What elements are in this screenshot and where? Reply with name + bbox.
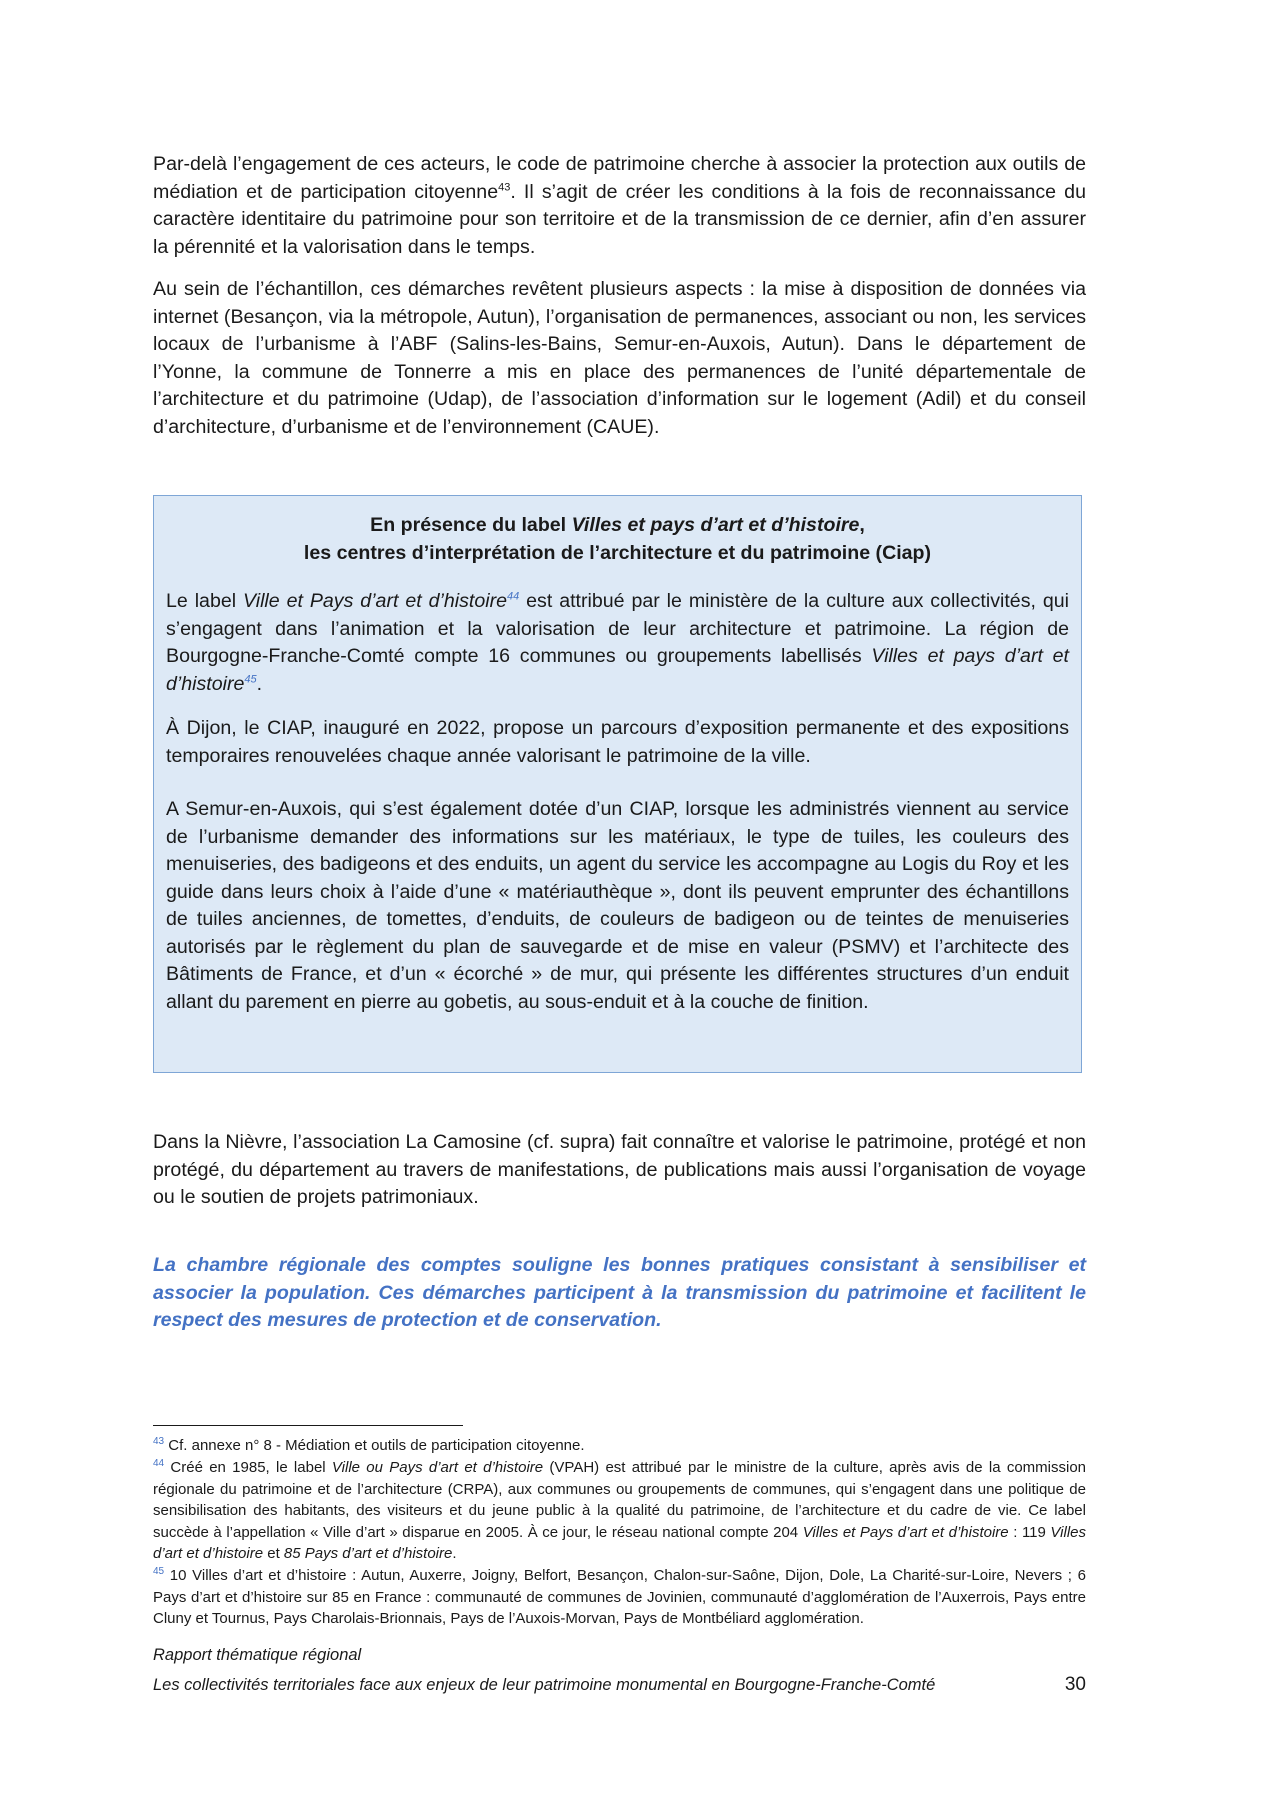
box-title: En présence du label Villes et pays d’art et d’histoire, les centres d’interprétation de l’architecture et du patrimoine (Ciap) (303, 514, 932, 564)
paragraph-sample: Au sein de l’échantillon, ces démarches revêtent plusieurs aspects : la mise à disposition de données via internet (Besançon, via la métropole, Autun), l’organisation de permanences, associant ou non, les services locaux de l’urbanisme à l’ABF (Salins-les-Bains, Semur-en-Auxois, Autun). Dans le département de l’Yonne, la commune de Tonnerre a mis en place des permanences de l’unité départementale de l’architecture et du patrimoine (Udap), de l’association d’information sur le logement (Adil) et du conseil d’architecture, d’urbanisme et de l’environnement (CAUE). (153, 278, 1086, 438)
box-paragraph-dijon: À Dijon, le CIAP, inauguré en 2022, propose un parcours d’exposition permanente et des expositions temporaires renouvelées chaque année valorisant le patrimoine de la ville. (166, 717, 1069, 767)
footnote-ref-45[interactable]: 45 (244, 672, 257, 685)
box-paragraph-semur: A Semur-en-Auxois, qui s’est également dotée d’un CIAP, lorsque les administrés viennent au service de l’urbanisme demander des informations sur les matériaux, le type de tuiles, les couleurs des menuiseries, des badigeons et des enduits, un agent du service les accompagne au Logis du Roy et les guide dans leurs choix à l’aide d’une « matériauthèque », dont ils peuvent emprunter des échantillons de tuiles anciennes, de tomettes, d’enduits, de couleurs de badigeon ou de teintes de menuiseries autorisés par le règlement du plan de sauvegarde et de mise en valeur (PSMV) et l’architecte des Bâtiments de France, et d’un « écorché » de mur, qui présente les différentes structures d’un enduit allant du parement en pierre au gobetis, au sous-enduit et à la couche de finition. (166, 798, 1069, 1013)
box-paragraph-label: Le label Ville et Pays d’art et d’histoire$^{44}$ est attribué par le ministère de la culture aux collectivités, qui s’engagent dans l’animation et la valorisation de leur architecture et patrimoine. La région de Bourgogne-Franche-Comté compte 16 communes ou groupements labellisés Villes et pays d’art et d’histoire$^{45}$. (166, 590, 1069, 695)
footer-report-title: Les collectivités territoriales face aux enjeux de leur patrimoine monumental en Bourgogne-Franche-Comté (153, 1676, 936, 1694)
footnote-45: $^{45}$ 10 Villes d’art et d’histoire : Autun, Auxerre, Joigny, Belfort, Besançon, Chalon-sur-Saône, Dijon, Dole, La Charité-sur-Loire, Nevers ; 6 Pays d’art et d’histoire sur 85 en France : communauté de communes de Jovinien, communauté d’agglomération de l’Auxerrois, Pays entre Cluny et Tournus, Pays Charolais-Brionnais, Pays de l’Auxois-Morvan, Pays de Montbéliard agglomération. (153, 1566, 1086, 1627)
footer-report-type: Rapport thématique régional (153, 1646, 362, 1664)
paragraph-intro: Par-delà l’engagement de ces acteurs, le code de patrimoine cherche à associer la protection aux outils de médiation et de participation citoyenne$^{43}$. Il s’agit de créer les conditions à la fois de reconnaissance du caractère identitaire du patrimoine pour son territoire et de la transmission de ce dernier, afin d’en assurer la pérennité et la valorisation dans le temps. (153, 153, 1086, 258)
document-page (153, 0, 1086, 1800)
footnote-ref-44[interactable]: 44 (507, 590, 520, 603)
footnote-separator (153, 1425, 463, 1426)
footnote-44: $^{44}$ Créé en 1985, le label Ville ou Pays d’art et d’histoire (VPAH) est attribué par le ministre de la culture, après avis de la commission régionale du patrimoine et de l’architecture (CRPA), aux communes ou groupements de communes, qui s’engagent dans une politique de sensibilisation des habitants, des visiteurs et du jeune public à la qualité du patrimoine, de l’architecture et du cadre de vie. Ce label succède à l’appellation « Ville d’art » disparue en 2005. À ce jour, le réseau national compte 204 Villes et Pays d’art et d’histoire : 119 Villes d’art et d’histoire et 85 Pays d’art et d’histoire. (153, 1458, 1086, 1562)
highlight-box (153, 495, 1082, 1073)
footnote-ref-43[interactable]: 43 (498, 180, 511, 193)
paragraph-nievre: Dans la Nièvre, l’association La Camosine (cf. supra) fait connaître et valorise le patrimoine, protégé et non protégé, du département au travers de manifestations, de publications mais aussi l’organisation de voyage ou le soutien de projets patrimoniaux. (153, 1131, 1086, 1208)
footnote-43: $^{43}$ Cf. annexe n° 8 - Médiation et outils de participation citoyenne. (153, 1436, 585, 1454)
conclusion-paragraph: La chambre régionale des comptes souligne les bonnes pratiques consistant à sensibiliser et associer la population. Ces démarches participent à la transmission du patrimoine et facilitent le respect des mesures de protection et de conservation. (153, 1254, 1086, 1331)
page-number: 30 (1064, 1674, 1086, 1695)
